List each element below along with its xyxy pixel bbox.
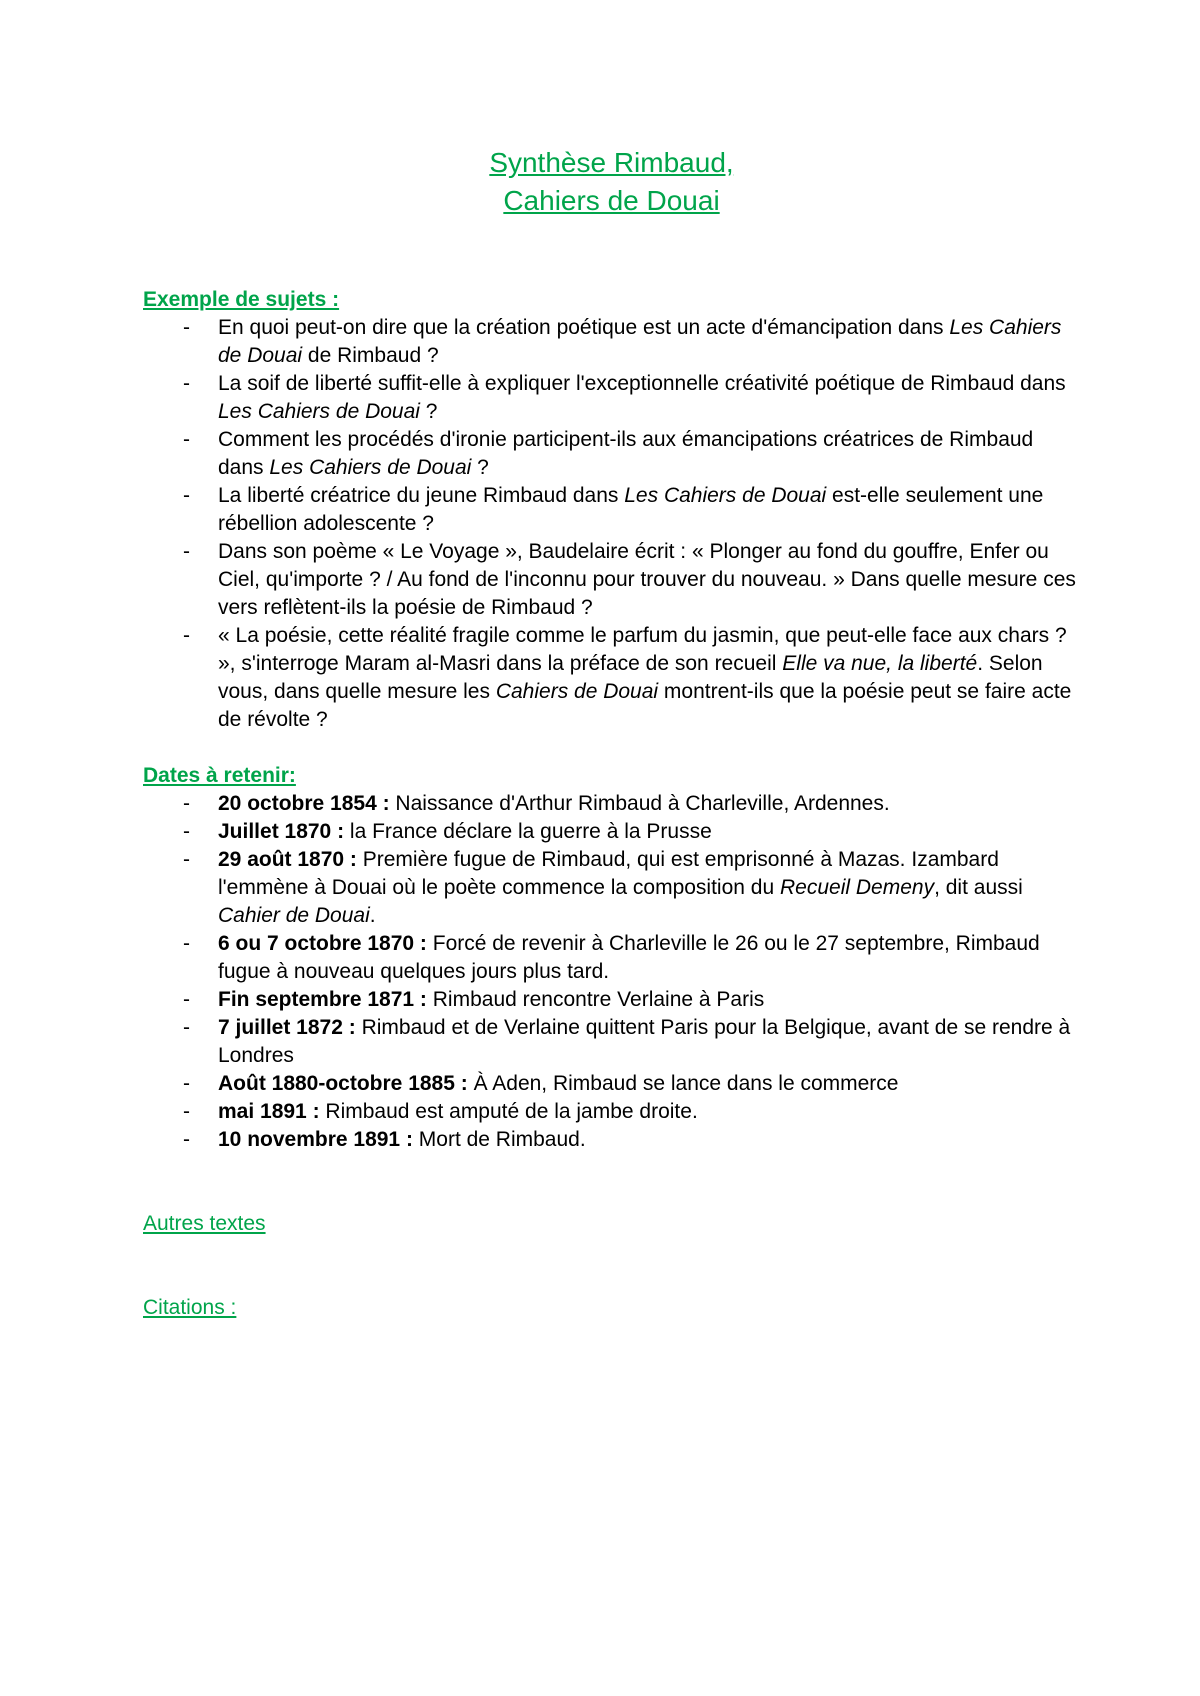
date-item	[143, 1070, 1080, 1098]
work-title: Les Cahiers de Douai	[624, 484, 827, 507]
date-label: 10 novembre 1891 :	[218, 1128, 413, 1151]
date-label: 20 octobre 1854 :	[218, 792, 390, 815]
item-text: Rimbaud est amputé de la jambe droite.	[319, 1100, 698, 1123]
item-text: Première fugue de Rimbaud, qui est emprisonné à Mazas. Izambard l'emmène à Douai où le poète commence la composition du	[218, 848, 999, 899]
sujets-heading: Exemple de sujets :	[143, 288, 340, 311]
item-text: ?	[471, 456, 489, 479]
date-label: 29 août 1870 :	[218, 848, 357, 871]
sujet-item	[143, 370, 1080, 426]
date-item	[143, 986, 1080, 1014]
item-text: À Aden, Rimbaud se lance dans le commerce	[467, 1072, 899, 1095]
dates-heading: Dates à retenir:	[143, 764, 296, 787]
item-text: Comment les procédés d'ironie participent-ils aux émancipations créatrices de Rimbaud dans	[218, 428, 1034, 479]
item-text: En quoi peut-on dire que la création poétique est un acte d'émancipation dans	[218, 316, 950, 339]
date-label: Juillet 1870 :	[218, 820, 345, 843]
item-text: est-elle seulement une rébellion adolescente ?	[218, 484, 1044, 535]
work-title: Les Cahiers de Douai	[218, 400, 420, 423]
date-item	[143, 930, 1080, 986]
date-label: 7 juillet 1872 :	[218, 1016, 356, 1039]
date-item	[143, 1014, 1080, 1070]
sujet-item	[143, 426, 1080, 482]
item-text: La soif de liberté suffit-elle à expliquer l'exceptionnelle créativité poétique de Rimbaud dans	[218, 372, 1066, 395]
dates-list	[143, 790, 1080, 1154]
date-label: Août 1880-octobre 1885 :	[218, 1072, 468, 1095]
sujets-list	[143, 314, 1080, 734]
item-text: la France déclare la guerre à la Prusse	[344, 820, 712, 843]
work-title: Cahiers de Douai	[495, 680, 659, 703]
item-text: Dans son poème « Le Voyage », Baudelaire écrit : « Plonger au fond du gouffre, Enfer ou Ciel, qu'importe ? / Au fond de l'inconnu pour trouver du nouveau. » Dans quelle mesure ces vers reflètent-ils la poésie de Rimbaud ?	[218, 540, 1076, 619]
item-text: Forcé de revenir à Charleville le 26 ou le 27 septembre, Rimbaud fugue à nouveau quelques jours plus tard.	[218, 932, 1040, 983]
item-text: Rimbaud rencontre Verlaine à Paris	[426, 988, 765, 1011]
item-text: , dit aussi	[934, 876, 1023, 899]
date-item	[143, 790, 1080, 818]
item-text: « La poésie, cette réalité fragile comme le parfum du jasmin, que peut-elle face aux chars ? », s'interroge Maram al-Masri dans la préface de son recueil	[218, 624, 1067, 675]
item-text: La liberté créatrice du jeune Rimbaud dans	[218, 484, 625, 507]
date-label: mai 1891 :	[218, 1100, 320, 1123]
item-text: Naissance d'Arthur Rimbaud à Charleville, Ardennes.	[389, 792, 890, 815]
sujet-item	[143, 482, 1080, 538]
date-item	[143, 818, 1080, 846]
date-item	[143, 1126, 1080, 1154]
item-text: .	[369, 904, 376, 927]
date-item	[143, 1098, 1080, 1126]
sujet-item	[143, 538, 1080, 622]
item-text: montrent-ils que la poésie peut se faire acte de révolte ?	[218, 680, 1072, 731]
item-text: de Rimbaud ?	[302, 344, 439, 367]
work-title: Les Cahiers de Douai	[218, 316, 1062, 367]
item-text: Mort de Rimbaud.	[412, 1128, 586, 1151]
page-title	[143, 144, 1080, 220]
title-line-2: Cahiers de Douai	[503, 185, 720, 216]
title-line-1: Synthèse Rimbaud,	[489, 147, 734, 178]
citations-link[interactable]: Citations :	[143, 1296, 237, 1319]
work-title: Cahier de Douai	[218, 904, 370, 927]
date-label: Fin septembre 1871 :	[218, 988, 427, 1011]
date-label: 6 ou 7 octobre 1870 :	[218, 932, 427, 955]
work-title: Recueil Demeny	[780, 876, 935, 899]
item-text: Rimbaud et de Verlaine quittent Paris pour la Belgique, avant de se rendre à Londres	[218, 1016, 1071, 1067]
sujet-item	[143, 622, 1080, 734]
work-title: Les Cahiers de Douai	[269, 456, 472, 479]
item-text: . Selon vous, dans quelle mesure les	[218, 652, 1043, 703]
item-text: ?	[419, 400, 438, 423]
work-title: Elle va nue, la liberté	[782, 652, 978, 675]
autres-textes-link[interactable]: Autres textes	[143, 1212, 266, 1235]
sujet-item	[143, 314, 1080, 370]
date-item	[143, 846, 1080, 930]
